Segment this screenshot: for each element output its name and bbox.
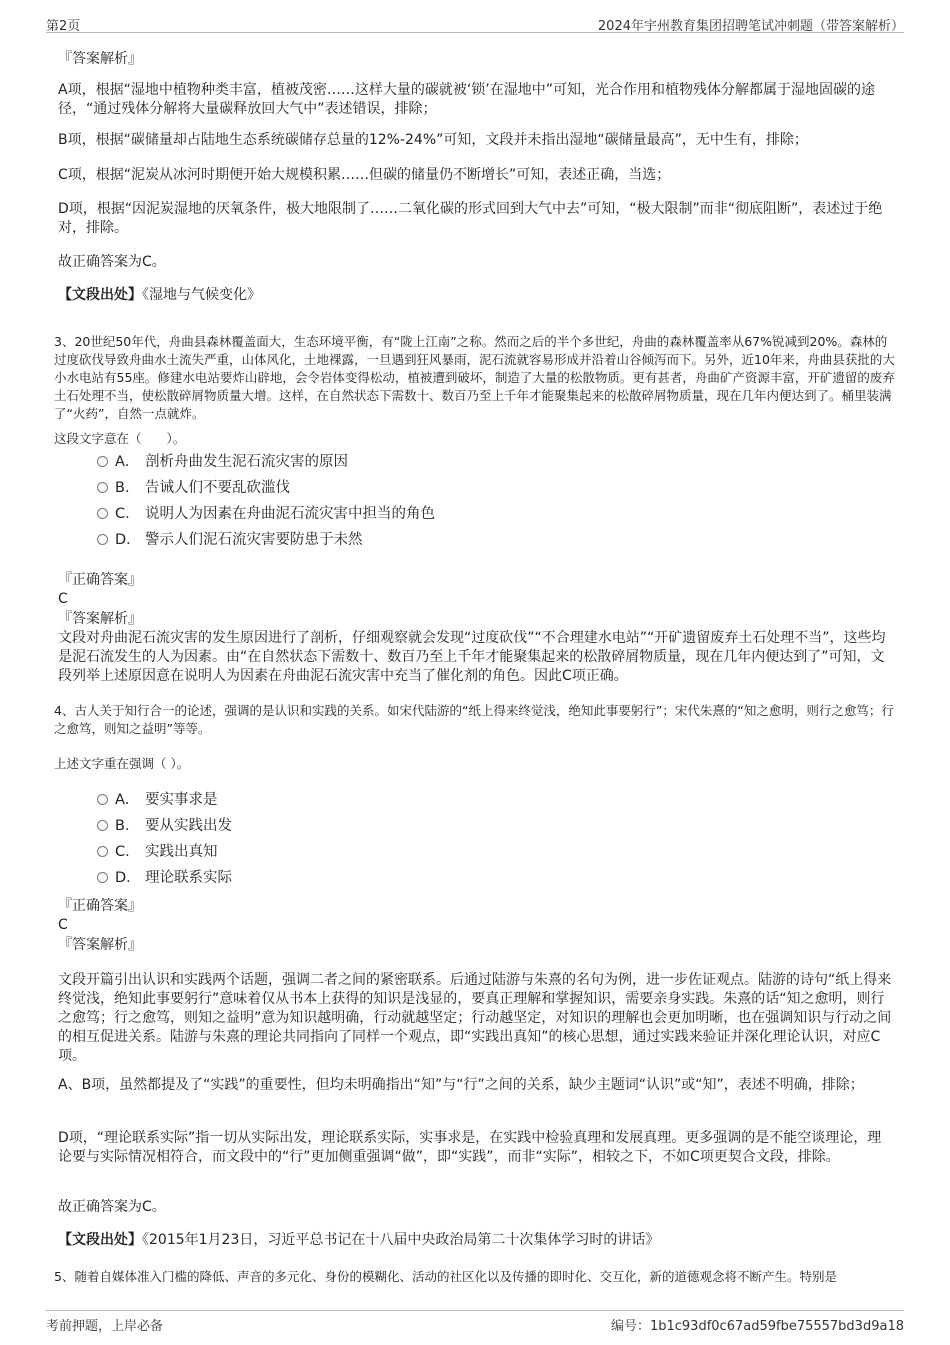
q3-analysis-heading: 『答案解析』	[58, 611, 142, 627]
q4-option-b[interactable]: B． 要从实践出发	[97, 816, 232, 836]
q4-conclusion: 故正确答案为C。	[58, 1199, 166, 1215]
document-title: 2024年宇州教育集团招聘笔试冲刺题（带答案解析）	[597, 19, 904, 34]
q2-analysis-c: C项，根据“泥炭从冰河时期便开始大规模积累……但碳的储量仍不断增长”可知，表述正确，当选；	[58, 167, 671, 183]
q5-question: 5、随着自媒体准入门槛的降低、声音的多元化、身份的模糊化、活动的社区化以及传播的即时化、交互化，新的道德观念将不断产生。特别是	[54, 1269, 837, 1284]
q4-option-a[interactable]: A． 要实事求是	[97, 790, 218, 810]
q3-answer: C	[58, 591, 68, 607]
radio-icon[interactable]	[97, 846, 108, 857]
q2-analysis-heading: 『答案解析』	[58, 51, 142, 67]
q4-analysis-3: D项，“理论联系实际”指一切从实际出发，理论联系实际，实事求是，在实践中检验真理和发展真理。更多强调的是不能空谈理论，理论要与实际情况相符合，而文段中的“行”更加侧重强调“做”，即“实践”，而非“实际”，相较之下，不如C项更契合文段，排除。	[58, 1130, 882, 1165]
radio-icon[interactable]	[97, 534, 108, 545]
radio-icon[interactable]	[97, 508, 108, 519]
radio-icon[interactable]	[97, 872, 108, 883]
q3-stem: 这段文字意在（ ）。	[54, 431, 186, 446]
q4-source	[58, 1231, 894, 1250]
q2-source	[58, 286, 894, 305]
q2-analysis-a: A项，根据“湿地中植物种类丰富，植被茂密……这样大量的碳就被‘锁’在湿地中”可知，光合作用和植物残体分解都属于湿地固碳的途径，“通过残体分解将大量碳释放回大气中”表述错误，排除；	[58, 82, 875, 117]
q4-source-label: 【文段出处】	[58, 1232, 142, 1248]
q4-answer-heading: 『正确答案』	[58, 898, 142, 914]
q3-analysis: 文段对舟曲泥石流灾害的发生原因进行了剖析，仔细观察就会发现“过度砍伐”“不合理建水电站”“开矿遗留废弃土石处理不当”，这些均是泥石流发生的人为因素。由“在自然状态下需数十、数百乃至上千年才能聚集起来的松散碎屑物质量，现在几年内便达到了”可知，文段列举上述原因意在说明人为因素在舟曲泥石流灾害中充当了催化剂的角色。因此C项正确。	[58, 630, 886, 684]
q4-answer: C	[58, 917, 68, 933]
page-footer	[46, 1310, 904, 1334]
q3-option-b[interactable]: B． 告诫人们不要乱砍滥伐	[97, 478, 290, 498]
radio-icon[interactable]	[97, 456, 108, 467]
q4-stem: 上述文字重在强调（ ）。	[54, 756, 190, 771]
footer-slogan: 考前押题，上岸必备	[46, 1319, 164, 1334]
q2-source-text: 《湿地与气候变化》	[142, 287, 261, 303]
q4-option-c[interactable]: C． 实践出真知	[97, 842, 218, 862]
q4-option-d[interactable]: D． 理论联系实际	[97, 868, 232, 888]
page-number: 第2页	[46, 19, 81, 34]
q3-option-d[interactable]: D． 警示人们泥石流灾害要防患于未然	[97, 530, 363, 550]
page-header	[46, 12, 904, 33]
q4-analysis-heading: 『答案解析』	[58, 937, 142, 953]
q3-option-c[interactable]: C． 说明人为因素在舟曲泥石流灾害中担当的角色	[97, 504, 435, 524]
q4-analysis-1: 文段开篇引出认识和实践两个话题，强调二者之间的紧密联系。后通过陆游与朱熹的名句为例，进一步佐证观点。陆游的诗句“纸上得来终觉浅，绝知此事要躬行”意味着仅从书本上获得的知识是浅显的，要真正理解和掌握知识，需要亲身实践。朱熹的话“知之愈明，则行之愈笃；行之愈笃，则知之益明”意为知识越明确，行动就越坚定；行动越坚定，对知识的理解也会更加明晰，也在强调知识与行动之间的相互促进关系。陆游与朱熹的理论共同指向了同样一个观点，即“实践出真知”的核心思想，通过实践来验证并深化理论认识，对应C项。	[58, 972, 892, 1064]
q4-question: 4、古人关于知行合一的论述，强调的是认识和实践的关系。如宋代陆游的“纸上得来终觉浅，绝知此事要躬行”；宋代朱熹的“知之愈明，则行之愈笃；行之愈笃，则知之益明”等等。	[54, 703, 894, 736]
q3-question: 3、20世纪50年代，舟曲县森林覆盖面大，生态环境平衡，有“陇上江南”之称。然而之后的半个多世纪，舟曲的森林覆盖率从67%锐减到20%。森林的过度砍伐导致舟曲水土流失严重，山体风化，土地裸露，一旦遇到狂风暴雨，泥石流就容易形成并沿着山谷倾泻而下。另外，近10年来，舟曲县获批的大小水电站有55座。修建水电站要炸山辟地，会令岩体变得松动，植被遭到破坏，制造了大量的松散物质。更有甚者，舟曲矿产资源丰富，开矿遗留的废弃土石处理不当，使松散碎屑物质量大增。这样，在自然状态下需数十、数百乃至上千年才能聚集起来的松散碎屑物质量，现在几年内便达到了。桶里装满了“火药”，自然一点就炸。	[54, 334, 895, 421]
radio-icon[interactable]	[97, 482, 108, 493]
q2-source-label: 【文段出处】	[58, 287, 142, 303]
footer-serial: 编号：1b1c93df0c67ad59fbe75557bd3d9a18	[610, 1319, 904, 1334]
q4-analysis-2: A、B项，虽然都提及了“实践”的重要性，但均未明确指出“知”与“行”之间的关系，缺少主题词“认识”或“知”，表述不明确，排除；	[58, 1077, 864, 1093]
q2-analysis-b: B项，根据“碳储量却占陆地生态系统碳储存总量的12%-24%”可知，文段并未指出湿地“碳储量最高”，无中生有，排除；	[58, 132, 808, 148]
radio-icon[interactable]	[97, 820, 108, 831]
q2-conclusion: 故正确答案为C。	[58, 254, 166, 270]
radio-icon[interactable]	[97, 794, 108, 805]
q4-source-text: 《2015年1月23日，习近平总书记在十八届中央政治局第二十次集体学习时的讲话》	[142, 1232, 660, 1248]
q2-analysis-d: D项，根据“因泥炭湿地的厌氧条件，极大地限制了……二氧化碳的形式回到大气中去”可知，“极大限制”而非“彻底阻断”，表述过于绝对，排除。	[58, 201, 883, 236]
q3-option-a[interactable]: A． 剖析舟曲发生泥石流灾害的原因	[97, 452, 348, 472]
q3-answer-heading: 『正确答案』	[58, 572, 142, 588]
